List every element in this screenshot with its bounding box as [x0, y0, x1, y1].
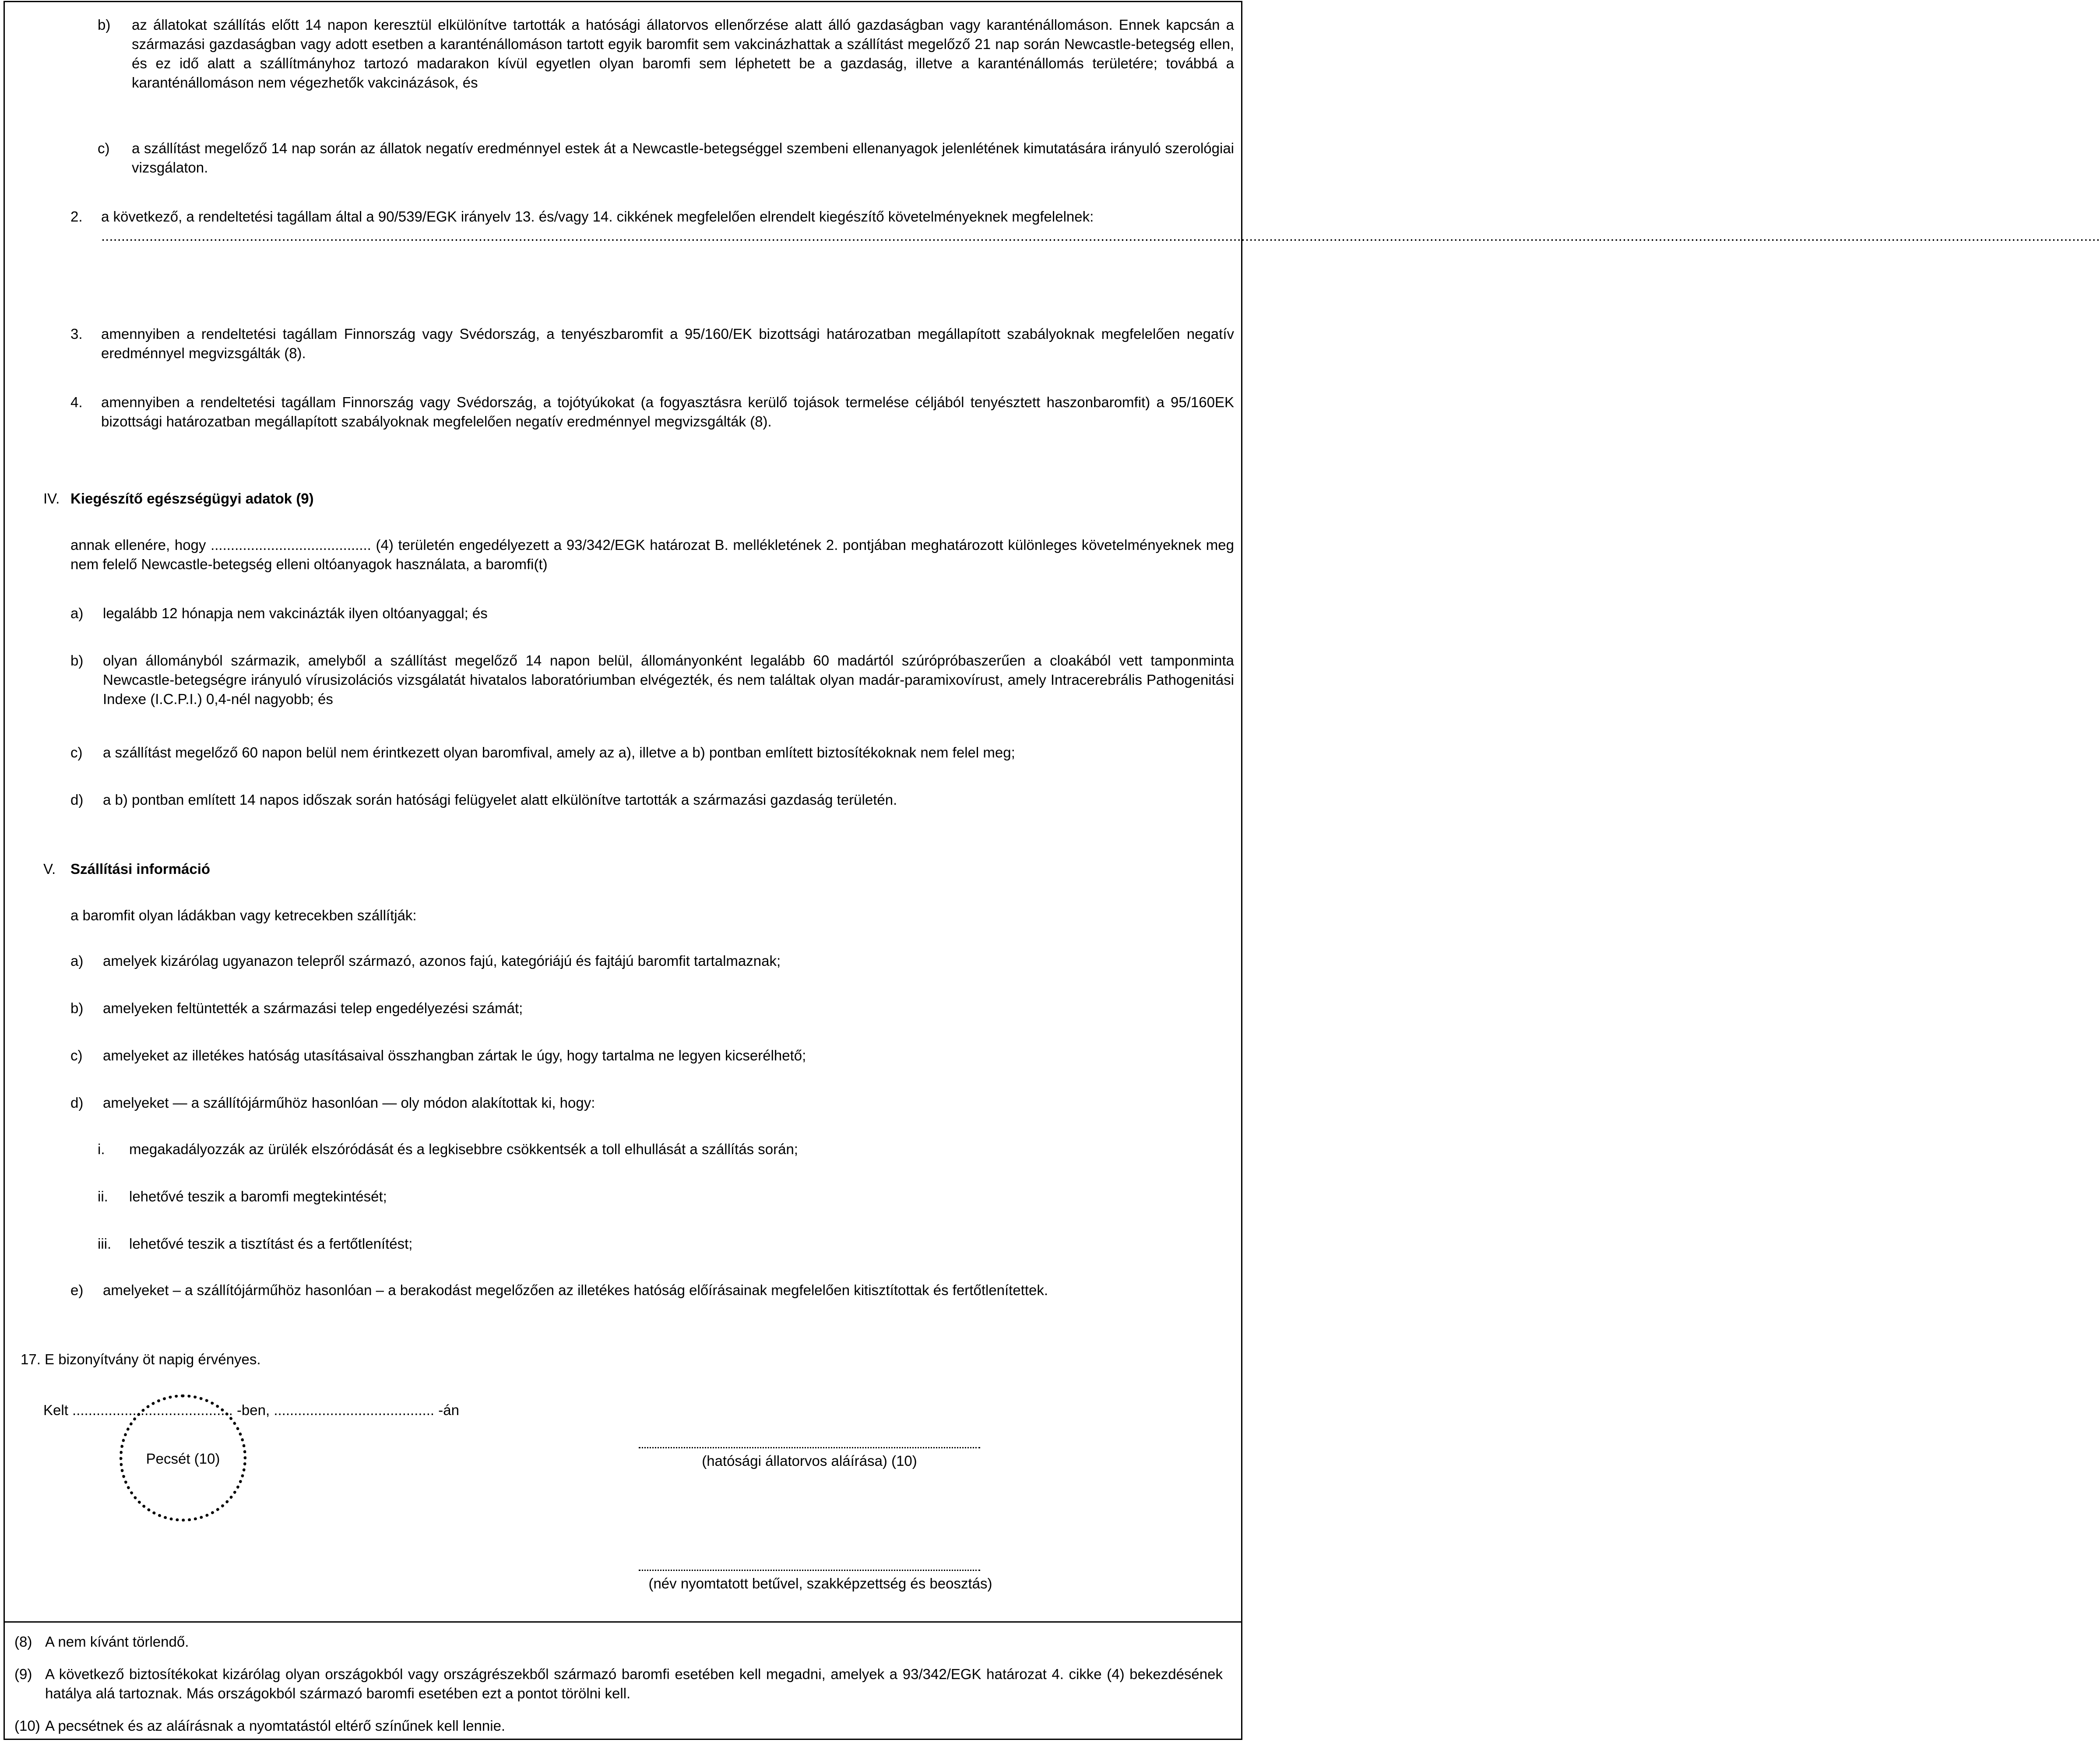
section-v-heading — [43, 859, 569, 879]
item-iii-2 — [70, 207, 2100, 268]
subitem-label: i. — [98, 1141, 105, 1157]
item-label: d) — [70, 792, 84, 808]
footnote-text: A következő biztosítékokat kizárólag olyan országokból vagy országrészekből származó baromfi esetében kell megadni, amelyek a 93/342/EGK határozat 4. cikke (4) bekezdésének hatálya alá tartoznak. Más országokból származó baromfi esetében ezt a pontot törölni kell. — [45, 1666, 1223, 1701]
subitem-text: megakadályozzák az ürülék elszóródását és a legkisebbre csökkentsék a toll elhullását a szállítás során; — [129, 1141, 798, 1157]
official-seal-placeholder — [120, 1394, 246, 1521]
section-v-subitem-iii — [98, 1234, 1234, 1254]
item-label: a) — [70, 605, 84, 621]
item-text: amelyeket – a szállítójárműhöz hasonlóan – a berakodást megelőzően az illetékes hatóság előírásainak megfelelően kitisztítottak és fertőtlenítettek. — [103, 1282, 1048, 1298]
item-label: d) — [70, 1095, 84, 1111]
item-text: a következő, a rendeltetési tagállam által a 90/539/EGK irányelv 13. és/vagy 14. cikkének megfelelően elrendelt kiegészítő követelményeknek megfelelnek: .................................................................................................................................................................................................................................................................................................................................................................................................................................................................................................................. — [101, 208, 2100, 244]
item-text: a szállítást megelőző 14 nap során az állatok negatív eredménnyel estek át a Newcastle-betegséggel szembeni ellenanyagok jelenlétének kimutatására irányuló szerológiai vizsgálaton. — [132, 140, 1234, 176]
footnotes — [5, 1621, 1241, 1739]
certificate-page-frame — [4, 1, 2100, 1740]
item-label: c) — [70, 1047, 83, 1063]
item-label: 4. — [70, 394, 83, 410]
footnote-mark: (8) — [14, 1634, 32, 1650]
section-iv-item-d — [70, 790, 1234, 810]
section-number: V. — [43, 861, 56, 877]
item-label: 3. — [70, 326, 83, 342]
place-date-line: Kelt ........................................ -ben, ........................................ -án — [43, 1402, 459, 1418]
vet-signature-line — [639, 1447, 980, 1448]
section-iv-item-a — [70, 604, 1234, 623]
section-v-item-a — [70, 951, 1234, 971]
section-iv-item-c — [70, 743, 1234, 762]
section-v-item-b — [70, 999, 1234, 1018]
certificate-body — [5, 2, 2100, 1621]
item-label: c) — [98, 140, 110, 156]
section-v-subitem-i — [98, 1140, 1234, 1159]
footnote-text: A nem kívánt törlendő. — [45, 1634, 189, 1650]
item-label: b) — [98, 17, 111, 33]
item-text: amennyiben a rendeltetési tagállam Finnország vagy Svédország, a tojótyúkokat (a fogyasztásra kerülő tojások termelése céljából tenyésztett haszonbaromfit) a 95/160EK bizottsági határozatban megállapított szabályoknak megfelelően negatív eredménnyel megvizsgálták (8). — [101, 394, 1234, 430]
footnote-8 — [14, 1632, 1223, 1651]
item-iii-c — [98, 139, 1234, 178]
item-text: amelyeken feltüntették a származási telep engedélyezési számát; — [103, 1000, 523, 1016]
seal-label: Pecsét (10) — [146, 1451, 220, 1467]
item-text: legalább 12 hónapja nem vakcinázták ilyen oltóanyaggal; és — [103, 605, 488, 621]
item-label: e) — [70, 1282, 84, 1298]
subitem-label: ii. — [98, 1188, 108, 1204]
item-iii-b — [98, 15, 1234, 113]
item-text: a b) pontban említett 14 napos időszak során hatósági felügyelet alatt elkülönítve tartották a származási gazdaság területén. — [103, 792, 897, 808]
section-title: Kiegészítő egészségügyi adatok (9) — [70, 490, 314, 507]
footnote-mark: (10) — [14, 1718, 40, 1734]
section-title: Szállítási információ — [70, 861, 211, 877]
item-iii-3 — [70, 324, 1234, 364]
name-caption: (név nyomtatott betűvel, szakképzettség és beosztás) — [648, 1575, 992, 1592]
footnote-text: A pecsétnek és az aláírásnak a nyomtatástól eltérő színűnek kell lennie. — [45, 1718, 506, 1734]
section-number: IV. — [43, 490, 60, 507]
item-label: a) — [70, 953, 84, 969]
section-v-item-c — [70, 1046, 1234, 1065]
item-text: amelyek kizárólag ugyanazon telepről származó, azonos fajú, kategóriájú és fajtájú baromfit tartalmaznak; — [103, 953, 781, 969]
section-v-intro: a baromfit olyan ládákban vagy ketrecekben szállítják: — [70, 907, 417, 923]
item-text: olyan állományból származik, amelyből a szállítást megelőző 14 napon belül, állományonként legalább 60 madártól szúrópróbaszerűen a cloakából vett tamponminta Newcastle-betegségre irányuló vírusizolációs vizsgálatát hivatalos laboratóriumban elvégezték, és nem találtak olyan madár-paramixovírust, amely Intracerebrális Pathogenitási Indexe (I.C.P.I.) 0,4-nél nagyobb; és — [103, 652, 1234, 707]
item-text: az állatokat szállítás előtt 14 napon keresztül elkülönítve tartották a hatósági állatorvos ellenőrzése alatt álló gazdaságban vagy karanténállomáson. Ennek kapcsán a származási gazdaságban vagy adott esetben a karanténállomáson tartott egyik baromfit sem vakcinázhattak a szállítást megelőző 21 nap során Newcastle-betegség ellen, és ez idő alatt a szállítmányhoz tartozó madarakon kívül egyetlen olyan baromfi sem léphetett be a gazdaság, illetve a karanténállomás területére; továbbá a karanténállomáson nem végezhetők vakcinázások, és — [132, 17, 1234, 91]
item-text: amelyeket — a szállítójárműhöz hasonlóan — oly módon alakítottak ki, hogy: — [103, 1095, 595, 1111]
subitem-text: lehetővé teszik a baromfi megtekintését; — [129, 1188, 387, 1204]
section-v-subitem-ii — [98, 1187, 1234, 1206]
validity-statement: 17. E bizonyítvány öt napig érvényes. — [21, 1351, 261, 1367]
subitem-text: lehetővé teszik a tisztítást és a fertőtlenítést; — [129, 1236, 413, 1252]
section-v-item-e — [70, 1281, 1234, 1300]
item-label: b) — [70, 652, 84, 669]
footnote-10 — [14, 1716, 1223, 1736]
item-iii-4 — [70, 393, 1234, 432]
name-line — [639, 1570, 980, 1571]
section-iv-item-b — [70, 651, 1234, 710]
section-iv-intro: annak ellenére, hogy ........................................ (4) területén engedélyezett a 93/342/EGK határozat B. mellékletének 2. pontjában meghatározott különleges követelményeknek meg nem felelő Newcastle-betegség elleni oltóanyagok használata, a baromfi(t) — [70, 537, 1234, 572]
item-text: amennyiben a rendeltetési tagállam Finnország vagy Svédország, a tenyészbaromfit a 95/160/EK bizottsági határozatban megállapított szabályoknak megfelelően negatív eredménnyel megvizsgálták (8). — [101, 326, 1234, 361]
subitem-label: iii. — [98, 1236, 112, 1252]
item-text: a szállítást megelőző 60 napon belül nem érintkezett olyan baromfival, amely az a), illetve a b) pontban említett biztosítékoknak nem felel meg; — [103, 744, 1015, 761]
section-iv-heading — [43, 489, 569, 508]
section-v-item-d — [70, 1093, 1234, 1113]
vet-signature-caption: (hatósági állatorvos aláírása) (10) — [702, 1453, 917, 1469]
footnote-mark: (9) — [14, 1666, 32, 1682]
item-label: c) — [70, 744, 83, 761]
item-label: b) — [70, 1000, 84, 1016]
footnote-9 — [14, 1665, 1223, 1704]
item-text: amelyeket az illetékes hatóság utasításaival összhangban zártak le úgy, hogy tartalma ne legyen kicserélhető; — [103, 1047, 806, 1063]
item-label: 2. — [70, 208, 83, 225]
